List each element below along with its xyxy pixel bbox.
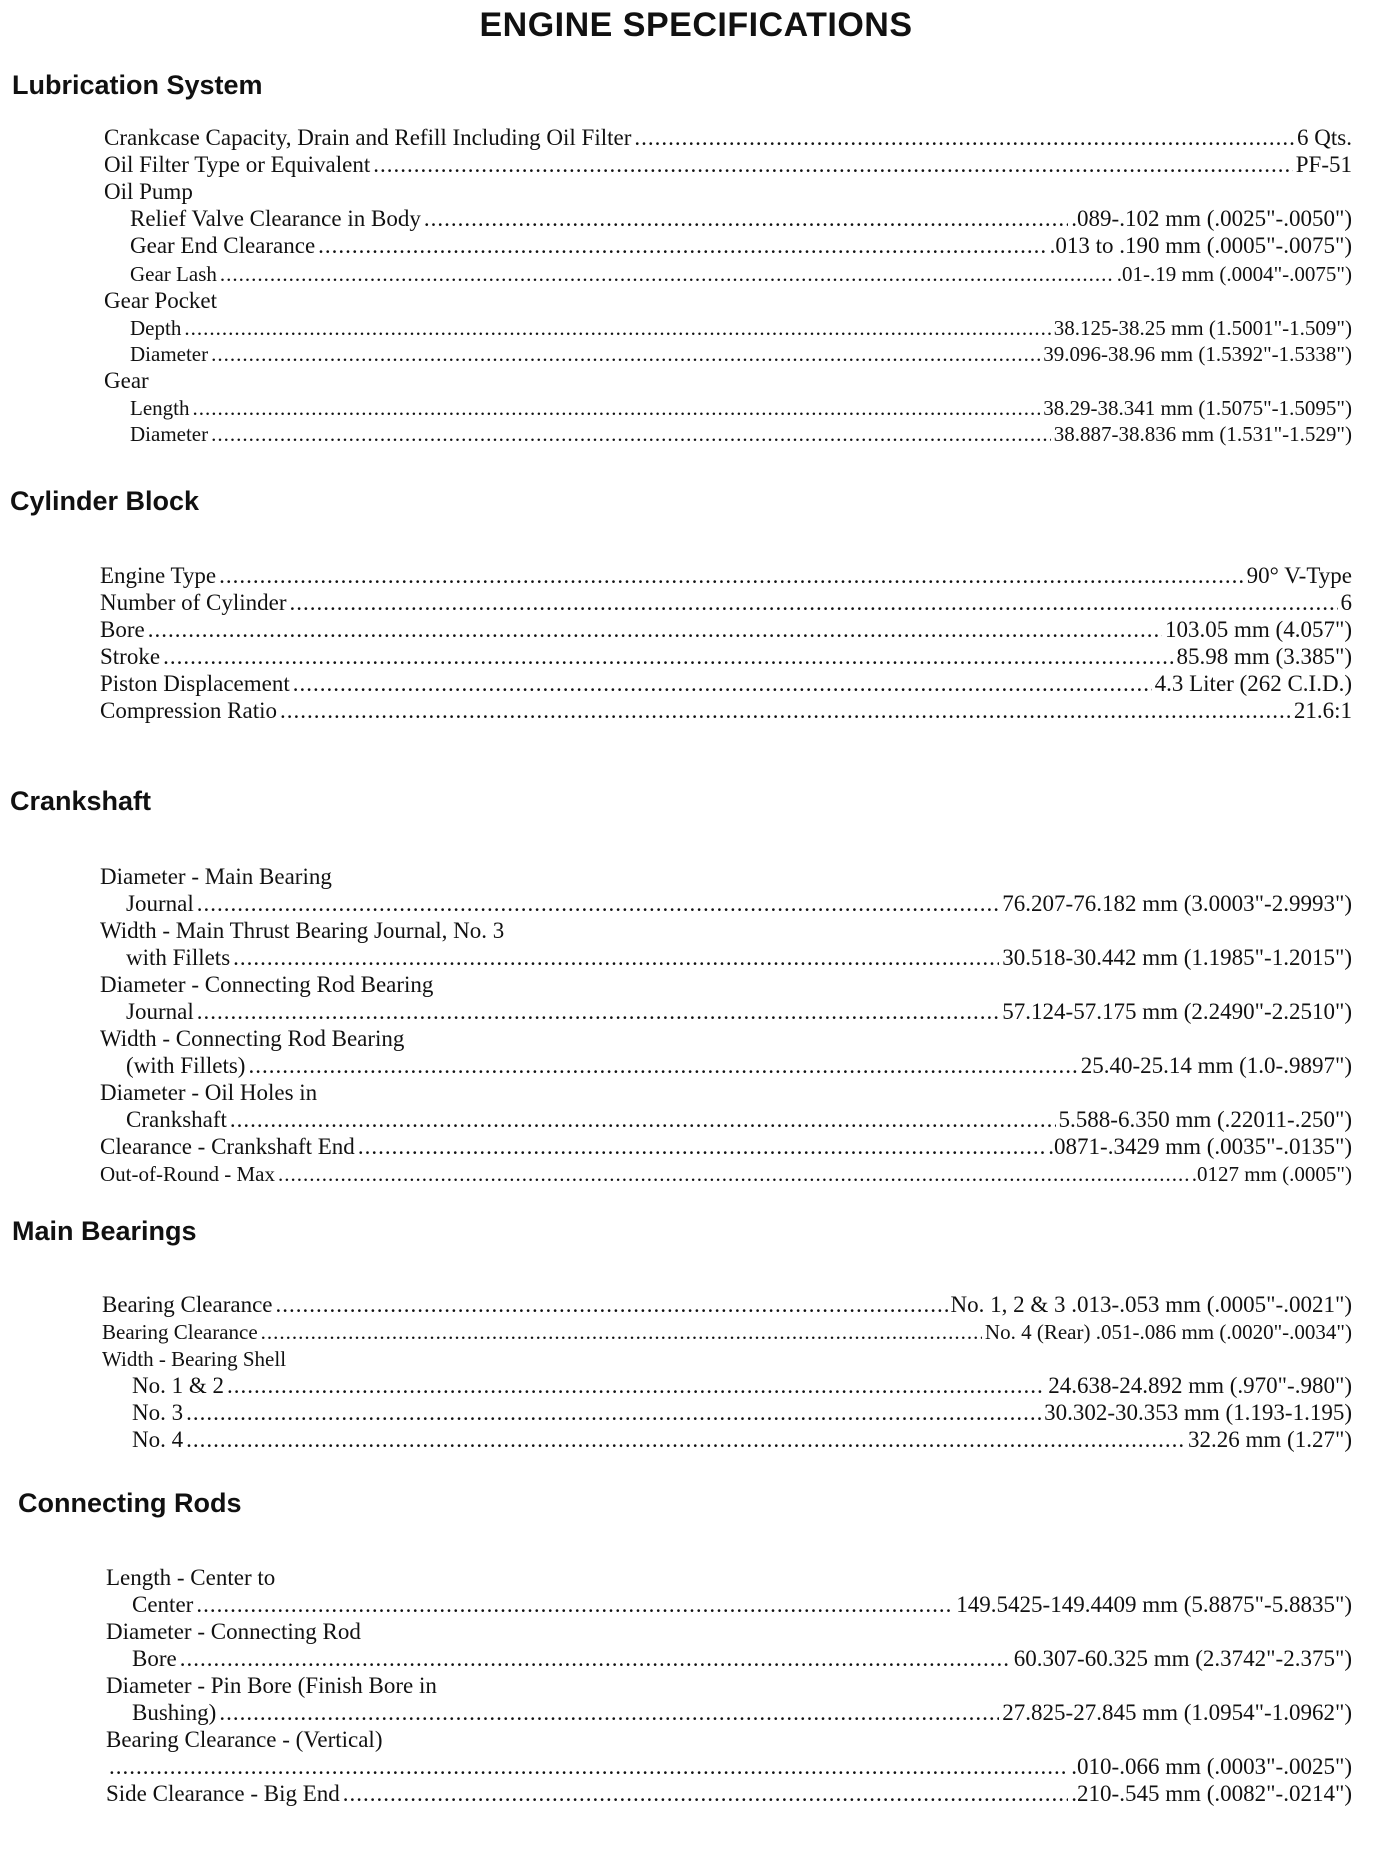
leader-dots	[634, 124, 1294, 152]
leader-dots	[197, 998, 1000, 1026]
spec-value: .0871-.3429 mm (.0035"-.0135")	[1048, 1134, 1352, 1159]
spec-value: 38.887-38.836 mm (1.531"-1.529")	[1053, 422, 1352, 446]
spec-label: Stroke	[100, 644, 161, 669]
spec-label: No. 4	[132, 1427, 184, 1452]
spec-label: Journal	[126, 891, 194, 916]
spec-label: Depth	[130, 316, 182, 340]
spec-value: 32.26 mm (1.27")	[1188, 1427, 1352, 1452]
spec-label: Diameter	[130, 422, 209, 446]
spec-row-rod-bearing-width	[126, 1052, 1352, 1080]
leader-dots	[180, 1645, 1011, 1673]
leader-dots	[261, 1318, 982, 1346]
spec-label: No. 3	[132, 1400, 184, 1425]
leader-dots	[109, 1753, 1068, 1781]
section-heading-crankshaft: Crankshaft	[10, 786, 152, 816]
leader-dots	[424, 205, 1068, 233]
spec-row-stroke	[100, 643, 1352, 671]
spec-value: 90° V-Type	[1246, 563, 1352, 588]
leader-dots	[196, 1591, 953, 1619]
spec-label: Bearing Clearance	[102, 1320, 258, 1344]
spec-value: 6	[1340, 590, 1352, 615]
spec-row-oil-filter	[104, 151, 1352, 179]
spec-row-main-thrust-journal	[126, 944, 1352, 972]
leader-dots	[358, 1133, 1045, 1161]
spec-row-gear-length	[130, 394, 1352, 422]
leader-dots	[290, 589, 1338, 617]
spec-title-rod-bearing-width: Width - Connecting Rod Bearing	[100, 1026, 405, 1051]
leader-dots	[373, 151, 1292, 179]
subheading-oil-pump: Oil Pump	[104, 179, 193, 204]
spec-label: (with Fillets)	[126, 1053, 246, 1078]
spec-value: 38.125-38.25 mm (1.5001"-1.509")	[1053, 316, 1352, 340]
spec-title-main-thrust-journal: Width - Main Thrust Bearing Journal, No. 3	[100, 918, 505, 943]
spec-label: Gear End Clearance	[130, 233, 316, 258]
section-heading-cylinder-block: Cylinder Block	[10, 486, 200, 516]
spec-row-gear-diameter	[130, 420, 1352, 448]
spec-title-rod-bearing-journal: Diameter - Connecting Rod Bearing	[100, 972, 434, 997]
spec-label: Journal	[126, 999, 194, 1024]
spec-row-oil-holes	[126, 1106, 1352, 1134]
spec-title-rod-bore: Diameter - Connecting Rod	[106, 1619, 361, 1644]
spec-label: Out-of-Round - Max	[100, 1162, 275, 1186]
spec-value: .010-.066 mm (.0003"-.0025")	[1071, 1754, 1352, 1779]
spec-value: 27.825-27.845 mm (1.0954"-1.0962")	[1002, 1700, 1352, 1725]
spec-title-oil-holes: Diameter - Oil Holes in	[100, 1080, 318, 1105]
spec-label: Piston Displacement	[100, 671, 290, 696]
spec-value: 24.638-24.892 mm (.970"-.980")	[1048, 1373, 1352, 1398]
leader-dots	[211, 420, 1051, 448]
spec-value: 38.29-38.341 mm (1.5075"-1.5095")	[1043, 396, 1352, 420]
subheading-gear-pocket: Gear Pocket	[104, 288, 218, 313]
spec-value: .210-.545 mm (.0082"-.0214")	[1071, 1781, 1352, 1806]
spec-row-rod-bore	[132, 1645, 1352, 1673]
spec-title-bearing-clearance-vertical: Bearing Clearance - (Vertical)	[106, 1727, 383, 1752]
spec-value: 60.307-60.325 mm (2.3742"-2.375")	[1013, 1646, 1352, 1671]
spec-row-bearing-clearance-2	[102, 1318, 1352, 1346]
spec-row-bore	[100, 616, 1352, 644]
spec-value: 149.5425-149.4409 mm (5.8875"-5.8835")	[956, 1592, 1352, 1617]
leader-dots	[233, 944, 999, 972]
spec-row-pin-bore	[132, 1699, 1352, 1727]
leader-dots	[184, 314, 1050, 342]
spec-label: Bushing)	[132, 1700, 217, 1725]
spec-title-pin-bore: Diameter - Pin Bore (Finish Bore in	[106, 1673, 437, 1698]
spec-value: No. 4 (Rear) .051-.086 mm (.0020"-.0034")	[984, 1320, 1352, 1344]
spec-value: 57.124-57.175 mm (2.2490"-2.2510")	[1002, 999, 1352, 1024]
spec-row-gear-end-clearance	[130, 232, 1352, 260]
leader-dots	[219, 1699, 999, 1727]
spec-row-crankcase-capacity	[104, 124, 1352, 152]
leader-dots	[280, 697, 1291, 725]
leader-dots	[148, 616, 1162, 644]
section-heading-lubrication: Lubrication System	[12, 70, 263, 100]
spec-value: 25.40-25.14 mm (1.0-.9897")	[1080, 1053, 1352, 1078]
page-title: ENGINE SPECIFICATIONS	[479, 6, 913, 44]
spec-title-rod-length: Length - Center to	[106, 1565, 276, 1590]
spec-value: 4.3 Liter (262 C.I.D.)	[1154, 671, 1352, 696]
leader-dots	[186, 1426, 1185, 1454]
spec-label: Bearing Clearance	[102, 1292, 273, 1317]
section-heading-connecting-rods: Connecting Rods	[18, 1488, 242, 1518]
spec-row-rod-length	[132, 1591, 1352, 1619]
spec-label: Engine Type	[100, 563, 217, 588]
spec-label: Oil Filter Type or Equivalent	[104, 152, 371, 177]
spec-row-bearing-clearance-1	[102, 1291, 1352, 1319]
spec-value: 76.207-76.182 mm (3.0003"-2.9993")	[1002, 891, 1352, 916]
leader-dots	[293, 670, 1152, 698]
spec-row-side-clearance	[106, 1780, 1352, 1808]
spec-value: 5.588-6.350 mm (.22011-.250")	[1058, 1107, 1352, 1132]
spec-value: 39.096-38.96 mm (1.5392"-1.5338")	[1043, 342, 1352, 366]
spec-row-out-of-round	[100, 1160, 1352, 1188]
leader-dots	[276, 1291, 948, 1319]
leader-dots	[192, 394, 1040, 422]
leader-dots	[343, 1780, 1069, 1808]
section-heading-main-bearings: Main Bearings	[12, 1216, 197, 1246]
spec-row-relief-valve	[130, 205, 1352, 233]
leader-dots	[220, 260, 1114, 288]
spec-row-bearing-clearance-vertical	[106, 1753, 1352, 1781]
spec-label: Compression Ratio	[100, 698, 277, 723]
spec-value: .0127 mm (.0005")	[1191, 1162, 1352, 1186]
spec-value: .01-.19 mm (.0004"-.0075")	[1116, 262, 1352, 286]
spec-label: Crankshaft	[126, 1107, 227, 1132]
spec-label: Side Clearance - Big End	[106, 1781, 340, 1806]
spec-value: 30.302-30.353 mm (1.193-1.195)	[1044, 1400, 1352, 1425]
spec-label: Clearance - Crankshaft End	[100, 1134, 355, 1159]
leader-dots	[230, 1106, 1056, 1134]
spec-label: Bore	[100, 617, 145, 642]
spec-value: 6 Qts.	[1297, 125, 1352, 150]
spec-label: Center	[132, 1592, 194, 1617]
spec-label: No. 1 & 2	[132, 1373, 224, 1398]
spec-row-rod-bearing-journal	[126, 998, 1352, 1026]
spec-label: with Fillets	[126, 945, 231, 970]
leader-dots	[227, 1372, 1045, 1400]
spec-label: Gear Lash	[130, 262, 217, 286]
spec-row-piston-displacement	[100, 670, 1352, 698]
spec-row-pocket-diameter	[130, 340, 1352, 368]
spec-label: Number of Cylinder	[100, 590, 287, 615]
leader-dots	[318, 232, 1046, 260]
leader-dots	[248, 1052, 1077, 1080]
spec-label: Length	[130, 396, 190, 420]
leader-dots	[186, 1399, 1041, 1427]
spec-row-main-bearing-journal	[126, 890, 1352, 918]
leader-dots	[211, 340, 1040, 368]
spec-value: 21.6:1	[1293, 698, 1352, 723]
spec-value: 103.05 mm (4.057")	[1165, 617, 1352, 642]
leader-dots	[219, 562, 1244, 590]
spec-row-compression-ratio	[100, 697, 1352, 725]
spec-label: Crankcase Capacity, Drain and Refill Including Oil Filter	[104, 125, 632, 150]
spec-row-number-of-cylinder	[100, 589, 1352, 617]
spec-title-main-bearing-journal: Diameter - Main Bearing	[100, 864, 332, 889]
subheading-bearing-shell: Width - Bearing Shell	[102, 1347, 287, 1371]
subheading-gear: Gear	[104, 368, 149, 393]
spec-value: 30.518-30.442 mm (1.1985"-1.2015")	[1002, 945, 1352, 970]
spec-row-gear-lash	[130, 260, 1352, 288]
spec-row-crankshaft-end-clearance	[100, 1133, 1352, 1161]
spec-label: Bore	[132, 1646, 177, 1671]
spec-row-engine-type	[100, 562, 1352, 590]
spec-value: 85.98 mm (3.385")	[1176, 644, 1352, 669]
spec-value: .013 to .190 mm (.0005"-.0075")	[1049, 233, 1352, 258]
spec-row-shell-no-3	[132, 1399, 1352, 1427]
leader-dots	[163, 643, 1173, 671]
spec-value: PF-51	[1295, 152, 1352, 177]
spec-label: Relief Valve Clearance in Body	[130, 206, 421, 231]
spec-label: Diameter	[130, 342, 209, 366]
spec-value: No. 1, 2 & 3 .013-.053 mm (.0005"-.0021")	[950, 1292, 1352, 1317]
leader-dots	[278, 1160, 1189, 1188]
leader-dots	[197, 890, 1000, 918]
spec-value: .089-.102 mm (.0025"-.0050")	[1071, 206, 1352, 231]
spec-row-shell-no-4	[132, 1426, 1352, 1454]
spec-row-pocket-depth	[130, 314, 1352, 342]
spec-row-shell-no-1-2	[132, 1372, 1352, 1400]
